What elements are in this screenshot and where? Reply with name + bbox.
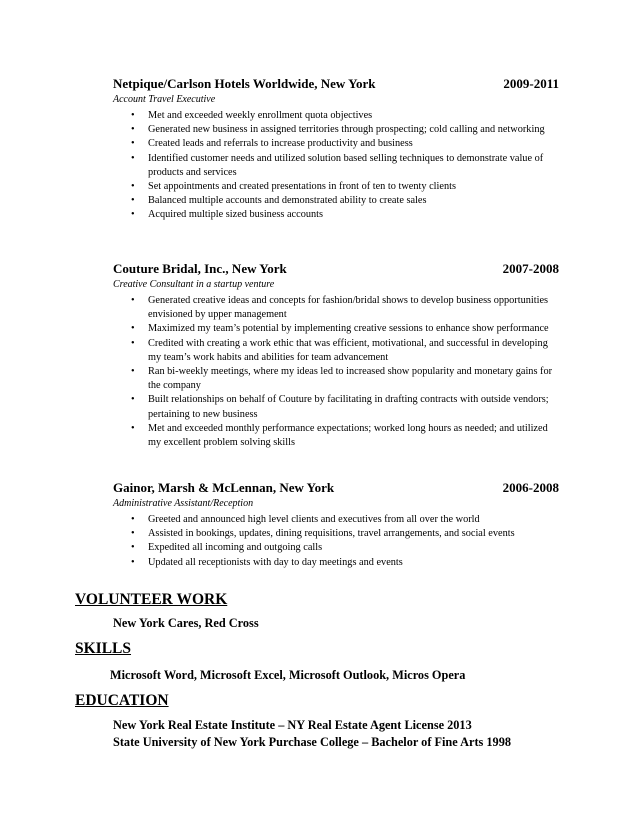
- bullet-icon: •: [131, 366, 135, 378]
- education-line: New York Real Estate Institute – NY Real Estate Agent License 2013: [113, 718, 472, 732]
- bullet-icon: •: [131, 295, 135, 306]
- bullet-icon: •: [131, 152, 135, 164]
- job-entry-netpique: [113, 75, 559, 223]
- education-section-title: EDUCATION: [75, 692, 169, 709]
- duty-item: • Set appointments and created presentations in front of ten to twenty clients: [113, 180, 559, 194]
- job-dates: 2007-2008: [502, 261, 559, 276]
- duty-item: • Identified customer needs and utilized solution based selling techniques to demonstrate value of products and services: [131, 152, 544, 178]
- duty-item: • Created leads and referrals to increase productivity and business: [113, 137, 559, 151]
- bullet-icon: •: [131, 542, 135, 554]
- job-role: Administrative Assistant/Reception: [113, 498, 254, 509]
- bullet-icon: •: [131, 110, 135, 121]
- job-employer: Gainor, Marsh & McLennan, New York: [113, 480, 335, 495]
- bullet-icon: •: [131, 394, 135, 406]
- skills-section-title: SKILLS: [75, 640, 132, 657]
- job-role: Account Travel Executive: [113, 94, 216, 105]
- job-employer: Netpique/Carlson Hotels Worldwide, New York: [113, 76, 376, 91]
- bullet-icon: •: [131, 124, 135, 136]
- duty-item: • Maximized my team’s potential by implementing creative sessions to enhance show performance: [113, 322, 559, 336]
- bullet-icon: •: [131, 422, 135, 434]
- skills-text: Microsoft Word, Microsoft Excel, Microsoft Outlook, Micros Opera: [110, 668, 466, 682]
- duty-item: • Built relationships on behalf of Couture by facilitating in drafting contracts with outside vendors; pertaining to new business: [131, 394, 549, 420]
- job-header: [113, 75, 559, 93]
- volunteer-text: New York Cares, Red Cross: [113, 616, 259, 630]
- bullet-icon: •: [131, 514, 135, 525]
- bullet-icon: •: [131, 556, 135, 568]
- duty-item: • Balanced multiple accounts and demonstrated ability to create sales: [113, 194, 559, 208]
- duty-item: • Generated creative ideas and concepts for fashion/bridal shows to develop business opportunities envisioned by upper management: [131, 295, 549, 321]
- duty-item: • Acquired multiple sized business accounts: [113, 208, 559, 222]
- bullet-icon: •: [131, 181, 135, 193]
- duty-item: • Greeted and announced high level clients and executives from all over the world: [113, 513, 559, 527]
- job-employer: Couture Bridal, Inc., New York: [113, 261, 287, 276]
- job-entry-couture: [113, 260, 559, 450]
- bullet-icon: •: [131, 209, 135, 221]
- job-dates: 2009-2011: [503, 76, 559, 91]
- bullet-icon: •: [131, 323, 135, 335]
- bullet-icon: •: [131, 337, 135, 349]
- volunteer-section-title: VOLUNTEER WORK: [75, 591, 228, 608]
- job-dates: 2006-2008: [502, 480, 559, 495]
- job-duties-list: [113, 109, 559, 223]
- job-duties-list: [113, 513, 559, 570]
- duty-item: • Assisted in bookings, updates, dining requisitions, travel arrangements, and social events: [113, 527, 559, 541]
- duty-item: • Met and exceeded monthly performance expectations; worked long hours as needed; and utilized my excellent problem solving skills: [131, 422, 548, 449]
- duty-item: • Credited with creating a work ethic that was efficient, motivational, and successful in developing my team’s work habits and abilities for team advancement: [131, 337, 548, 363]
- job-header: [113, 260, 559, 278]
- bullet-icon: •: [131, 195, 135, 207]
- duty-item: • Expedited all incoming and outgoing calls: [113, 541, 559, 555]
- duty-item: • Ran bi-weekly meetings, where my ideas led to increased show popularity and monetary gains for the company: [131, 366, 553, 392]
- bullet-icon: •: [131, 138, 135, 150]
- bullet-icon: •: [131, 528, 135, 540]
- job-role: Creative Consultant in a startup venture: [113, 279, 275, 290]
- duty-item: • Generated new business in assigned territories through prospecting; cold calling and networking: [113, 123, 559, 137]
- job-duties-list: [113, 294, 559, 450]
- education-line: State University of New York Purchase College – Bachelor of Fine Arts 1998: [113, 735, 511, 749]
- duty-item: • Met and exceeded weekly enrollment quota objectives: [113, 109, 559, 123]
- duty-item: • Updated all receptionists with day to day meetings and events: [113, 556, 559, 570]
- job-header: [113, 479, 559, 497]
- job-entry-gainor: [113, 479, 559, 570]
